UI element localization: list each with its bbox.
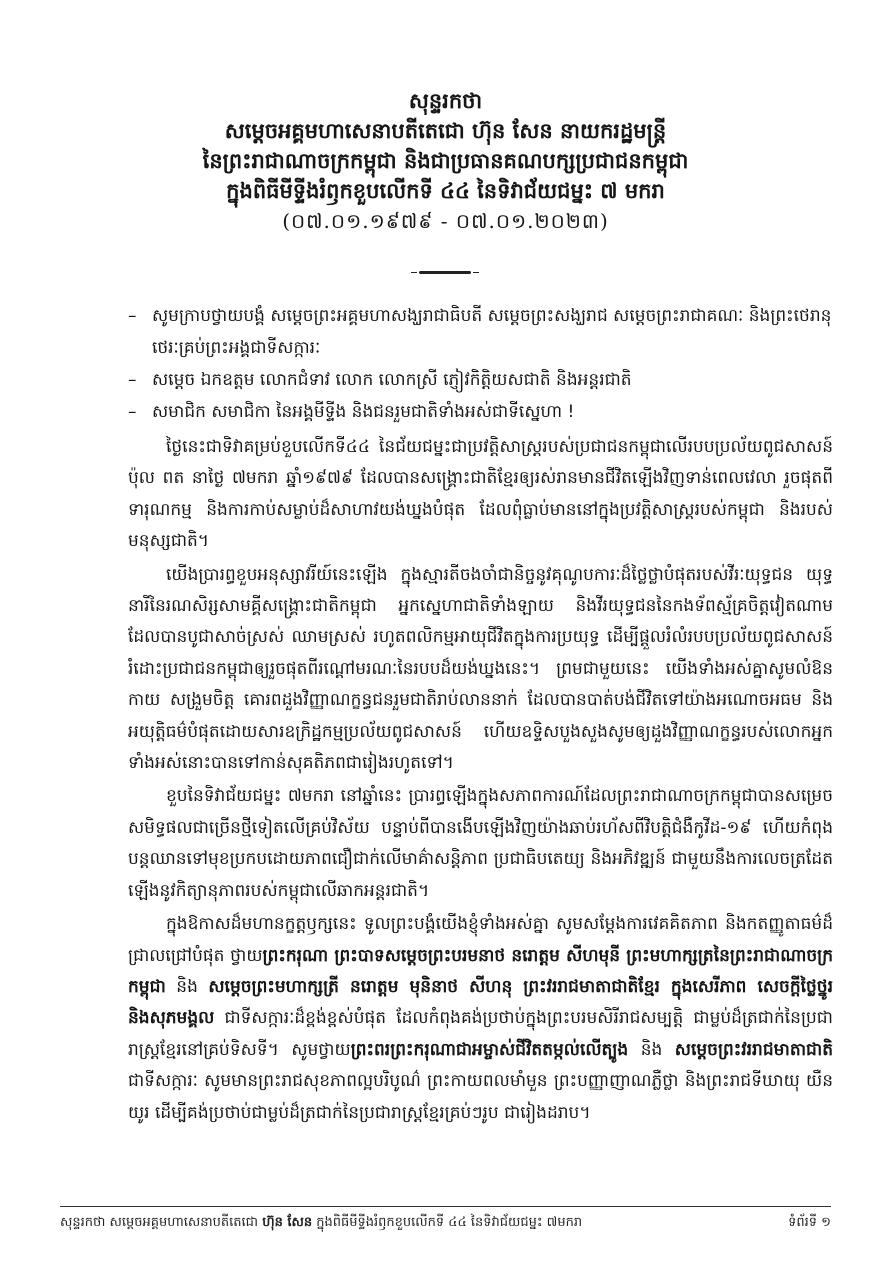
salutation-text: សមាជិក សមាជិកា នៃអង្គមីទ្ទីង និងជនរួមជាតិទាំងអស់ជាទីស្នេហា ! (152, 402, 575, 422)
title-dates: (០៧.០១.១៩៧៩ - ០៧.០១.២០២៣) (282, 209, 609, 233)
king-blessing: ព្រះពរព្រះករុណាជាអម្ចាស់ជីវិតតម្កល់លើត្បូង (350, 1039, 629, 1060)
paragraph-2: យើងប្រារព្ធខួបអនុស្សាវរីយ៍នេះឡើង ក្នុងស្មារតីចងចាំជានិច្ចនូវគុណូបការៈដ៏ថ្លៃថ្លាបំផុតរបស់វីរៈយុទ្ធជន យុទ្ធនារីនៃរណសិរ្សសាមគ្គីសង្គ្រោះជាតិកម្ពុជា អ្នកស្នេហាជាតិទាំងឡាយ និងវីរយុទ្ធជននៃកងទ័ពស្ម័គ្រចិត្តវៀតណាម ដែលបានបូជាសាច់ស្រស់ ឈាមស្រស់ រហូតពលិកម្មអាយុជីវិតក្នុងការប្រយុទ្ធ ដើម្បីផ្តួលរំលំរបបប្រល័យពូជសាសន៍ រំដោះប្រជាជនកម្ពុជាឲ្យរួចផុតពីរណ្តៅមរណៈនៃរបបដ៏យង់ឃ្នងនេះ។ ព្រមជាមួយនេះ យើងទាំងអស់គ្នាសូមលំឱនកាយ សង្រួមចិត្ត គោរពដួងវិញ្ញាណក្ខន្ធជនរួមជាតិរាប់លាននាក់ ដែលបានបាត់បង់ជីវិតទៅយ៉ាងអណោចអធម និងអយុត្តិធម៌បំផុតដោយសារឧក្រិដ្ឋកម្មប្រល័យពូជសាសន៍ ហើយឧទ្ទិសបួងសួងសូមឲ្យដួងវិញ្ញាណក្ខន្ធរបស់លោកអ្នកទាំងអស់នោះបានទៅកាន់សុគតិភពជារៀងរហូតទៅ។ (128, 564, 833, 774)
footer-divider (60, 1206, 831, 1207)
salutation-text: សូមក្រាបថ្វាយបង្គំ សម្តេចព្រះអគ្គមហាសង្ឃរាជាធិបតី សម្តេចព្រះសង្ឃរាជ សម្តេចព្រះរាជាគណៈ និងព្រះថេរានុថេរៈគ្រប់ព្រះអង្គជាទីសក្ការៈ (152, 306, 832, 358)
paragraph-4-text: និង (628, 1039, 675, 1060)
dash-marker: – (128, 402, 137, 422)
king-title: ព្រះករុណា ព្រះបាទសម្តេចព្រះបរមនាថ នរោត្តម សីហមុនី ព្រះមហាក្សត្រនៃព្រះរាជាណាចក្រកម្ពុជា (128, 945, 833, 997)
salutation-item (128, 300, 833, 364)
speech-body (128, 432, 833, 1129)
footer-text: ក្នុងពិធីមីទ្ទីងរំឭកខួបលើកទី ៤៤ នៃទិវាជ័យជម្នះ ៧មករា (312, 1215, 583, 1230)
paragraph-1: ថ្ងៃនេះជាទិវាគម្រប់ខួបលើកទី៤៤ នៃជ័យជម្នះជាប្រវត្តិសាស្ត្ររបស់ប្រជាជនកម្ពុជាលើរបបប្រល័យពូជសាសន៍ ប៉ុល ពត នាថ្ងៃ ៧មករា ឆ្នាំ១៩៧៩ ដែលបានសង្គ្រោះជាតិខ្មែរឲ្យរស់រានមានជីវិតឡើងវិញទាន់ពេលវេលា រួចផុតពីទារុណកម្ម និងការកាប់សម្លាប់ដ៏សាហាវយង់ឃ្នងបំផុត ដែលពុំធ្លាប់មាននៅក្នុងប្រវត្តិសាស្ត្ររបស់កម្ពុជា និងរបស់មនុស្សជាតិ។ (128, 437, 833, 552)
title-line-4: ក្នុងពិធីមីទ្ទីងរំឭកខួបលើកទី ៤៤ នៃទិវាជ័យជម្នះ ៧ មករា (226, 178, 665, 203)
salutation-item (128, 396, 833, 428)
paragraph-4-text: ជាទីសក្ការៈដ៏ខ្ពង់ខ្ពស់បំផុត ដែលកំពុងគង់ប្រថាប់ក្នុងព្រះបរមសិរីរាជសម្បត្តិ ជាម្លប់ដ៏ត្រជាក់នៃប្រជារាស្ត្រខ្មែរនៅគ្រប់ទិសទី។ សូមថ្វាយ (128, 1008, 833, 1060)
paragraph-3: ខួបនៃទិវាជ័យជម្នះ ៧មករា នៅឆ្នាំនេះ ប្រារព្ធឡើងក្នុងសភាពការណ៍ដែលព្រះរាជាណាចក្រកម្ពុជាបានសម្រេចសមិទ្ធផលជាច្រើនថ្មីទៀតលើគ្រប់វិស័យ បន្ទាប់ពីបានងើបឡើងវិញយ៉ាងឆាប់រហ័សពីវិបត្តិជំងឺកូវីដ-១៩ ហើយកំពុងបន្តឈានទៅមុខប្រកបដោយភាពជឿជាក់លើមាគ៌ាសន្តិភាព ប្រជាធិបតេយ្យ និងអភិវឌ្ឍន៍ ជាមួយនឹងការលេចត្រដែតឡើងនូវកិត្យានុភាពរបស់កម្ពុជាលើឆាកអន្តរជាតិ។ (128, 786, 833, 901)
dash-marker: – (128, 306, 137, 326)
salutation-item (128, 364, 833, 396)
paragraph-4 (128, 909, 833, 1129)
title-divider (419, 271, 471, 274)
title-line-1: សុន្ទរកថា (408, 88, 483, 113)
salutation-list (128, 300, 833, 428)
speech-title (60, 86, 831, 236)
footer-text: សុន្ទរកថា សម្តេចអគ្គមហាសេនាបតីតេជោ (60, 1215, 263, 1230)
paragraph-4-text: ក្នុងឱកាសដ៏មហានក្ខត្តឫក្សនេះ ទូលព្រះបង្គំយើងខ្ញុំទាំងអស់គ្នា សូមសម្តែងការវេគគិតភាព និងកតញ្ញូតាធម៌ដ៏ជ្រាលជ្រៅបំផុត ថ្វាយ (128, 914, 833, 966)
paragraph-4-text: និង (165, 976, 209, 997)
dash-marker: – (128, 370, 137, 390)
footer-name: ហ៊ុន សែន (262, 1215, 313, 1230)
queen-mother-title: សម្តេចព្រះមហាក្សត្រី នរោត្តម មុនិនាថ សីហនុ ព្រះវររាជមាតាជាតិខ្មែរ ក្នុងសេរីភាព សេចក្តីថ្លៃថ្នូរ និងសុភមង្គល (128, 976, 833, 1029)
queen-mother-short-title: សម្តេចព្រះវររាជមាតាជាតិ (674, 1039, 833, 1060)
footer-caption (60, 1214, 582, 1233)
salutation-text: សម្តេច ឯកឧត្តម លោកជំទាវ លោក លោកស្រី ភ្ញៀវកិត្តិយសជាតិ និងអន្តរជាតិ (152, 370, 632, 390)
paragraph-4-text: ជាទីសក្ការៈ សូមមានព្រះរាជសុខភាពល្អបរិបូណ៌ ព្រះកាយពលមាំមួន ព្រះបញ្ញាញាណភ្លឺថ្លា និងព្រះរាជទីឃាយុ យឺនយូរ ដើម្បីគង់ប្រថាប់ជាម្លប់ដ៏ត្រជាក់នៃប្រជារាស្ត្រខ្មែរគ្រប់ៗរូប ជារៀងដរាប។ (128, 1071, 833, 1123)
page-number: ទំព័រទី ១ (788, 1215, 831, 1230)
title-line-2: សម្តេចអគ្គមហាសេនាបតីតេជោ ហ៊ុន សែន នាយករដ្ឋមន្ត្រី (224, 118, 667, 143)
title-line-3: នៃព្រះរាជាណាចក្រកម្ពុជា និងជាប្រធានគណបក្សប្រជាជនកម្ពុជា (202, 148, 689, 173)
